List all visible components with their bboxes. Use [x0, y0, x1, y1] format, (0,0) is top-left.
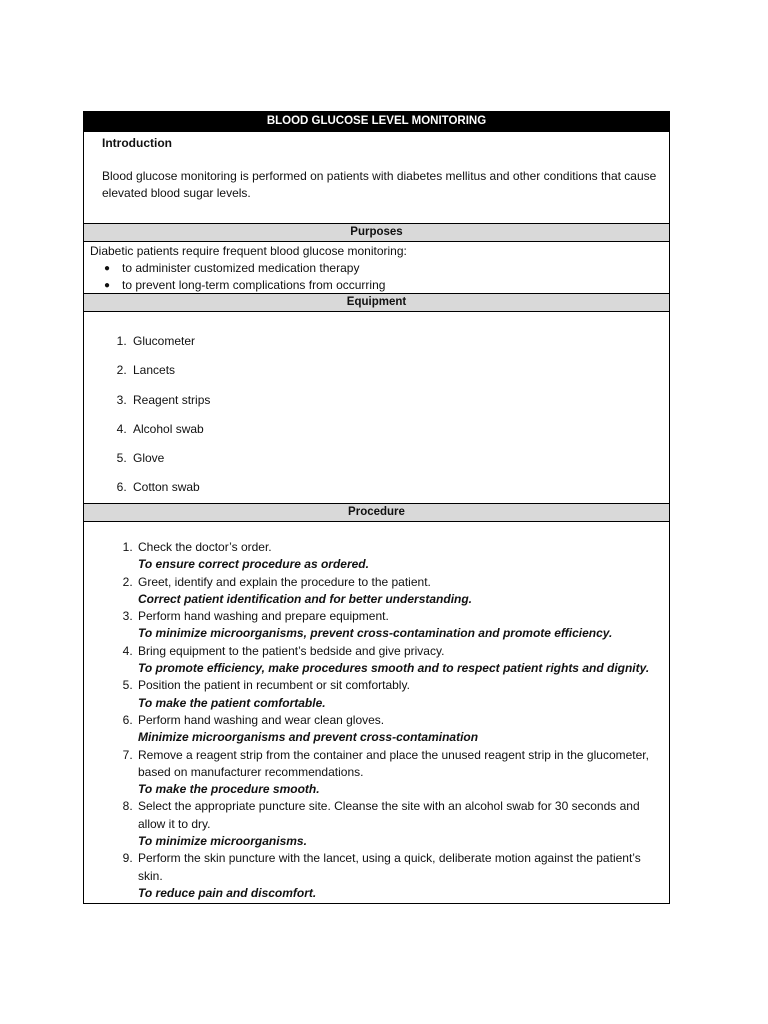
- procedure-step: [136, 539, 663, 574]
- step-action: Perform the skin puncture with the lancet, using a quick, deliberate motion against the patient’s skin.: [138, 851, 641, 883]
- procedure-step: [136, 712, 663, 747]
- step-rationale: Correct patient identification and for better understanding.: [138, 591, 473, 606]
- equipment-item: 6. Cotton swab: [130, 473, 669, 502]
- purposes-heading: Purposes: [84, 224, 669, 242]
- step-rationale: To reduce pain and discomfort.: [138, 885, 317, 900]
- procedure-section: [84, 522, 669, 903]
- step-action: Bring equipment to the patient’s bedside and give privacy.: [138, 643, 445, 658]
- purpose-item: ● to prevent long-term complications from occurring: [122, 277, 663, 294]
- procedure-step: [136, 574, 663, 609]
- step-action: Greet, identify and explain the procedure to the patient.: [138, 574, 431, 589]
- step-rationale: To make the procedure smooth.: [138, 782, 320, 797]
- purposes-lead: Diabetic patients require frequent blood glucose monitoring:: [90, 244, 407, 258]
- procedure-steps: [84, 539, 669, 902]
- equipment-heading: Equipment: [84, 294, 669, 312]
- equipment-item: 1. Glucometer: [130, 327, 669, 356]
- purposes-list: [90, 260, 663, 294]
- step-action: Position the patient in recumbent or sit comfortably.: [138, 678, 410, 693]
- purpose-item: ● to administer customized medication therapy: [122, 260, 663, 277]
- purposes-section: [84, 242, 669, 294]
- step-action: Perform hand washing and prepare equipment.: [138, 609, 389, 624]
- procedure-step: [136, 747, 663, 799]
- document-title: BLOOD GLUCOSE LEVEL MONITORING: [84, 112, 669, 132]
- equipment-item: 4. Alcohol swab: [130, 415, 669, 444]
- procedure-step: [136, 643, 663, 678]
- step-rationale: To ensure correct procedure as ordered.: [138, 557, 369, 572]
- introduction-heading: Introduction: [102, 136, 172, 150]
- step-action: Remove a reagent strip from the container and place the unused reagent strip in the glucometer, based on manufacturer recommendations.: [138, 747, 649, 779]
- introduction-section: [84, 134, 669, 224]
- equipment-item: 3. Reagent strips: [130, 386, 669, 415]
- procedure-step: [136, 677, 663, 712]
- procedure-step: [136, 608, 663, 643]
- equipment-list: [84, 327, 669, 503]
- introduction-text: Blood glucose monitoring is performed on patients with diabetes mellitus and other conditions that cause elevated blood sugar levels.: [102, 169, 657, 200]
- step-action: Check the doctor’s order.: [138, 540, 272, 554]
- procedure-step: [136, 798, 663, 850]
- step-rationale: To minimize microorganisms.: [138, 834, 307, 849]
- step-rationale: Minimize microorganisms and prevent cross-contamination: [138, 730, 479, 745]
- step-action: Perform hand washing and wear clean gloves.: [138, 712, 385, 727]
- step-rationale: To promote efficiency, make procedures smooth and to respect patient rights and dignity.: [138, 661, 650, 676]
- step-rationale: To minimize microorganisms, prevent cross-contamination and promote efficiency.: [138, 626, 613, 641]
- equipment-item: 2. Lancets: [130, 356, 669, 385]
- procedure-document: [83, 111, 670, 904]
- equipment-section: [84, 312, 669, 504]
- step-rationale: To make the patient comfortable.: [138, 695, 326, 710]
- step-action: Select the appropriate puncture site. Cleanse the site with an alcohol swab for 30 seconds and allow it to dry.: [138, 799, 640, 831]
- equipment-item: 5. Glove: [130, 444, 669, 473]
- procedure-heading: Procedure: [84, 504, 669, 522]
- procedure-step: [136, 850, 663, 902]
